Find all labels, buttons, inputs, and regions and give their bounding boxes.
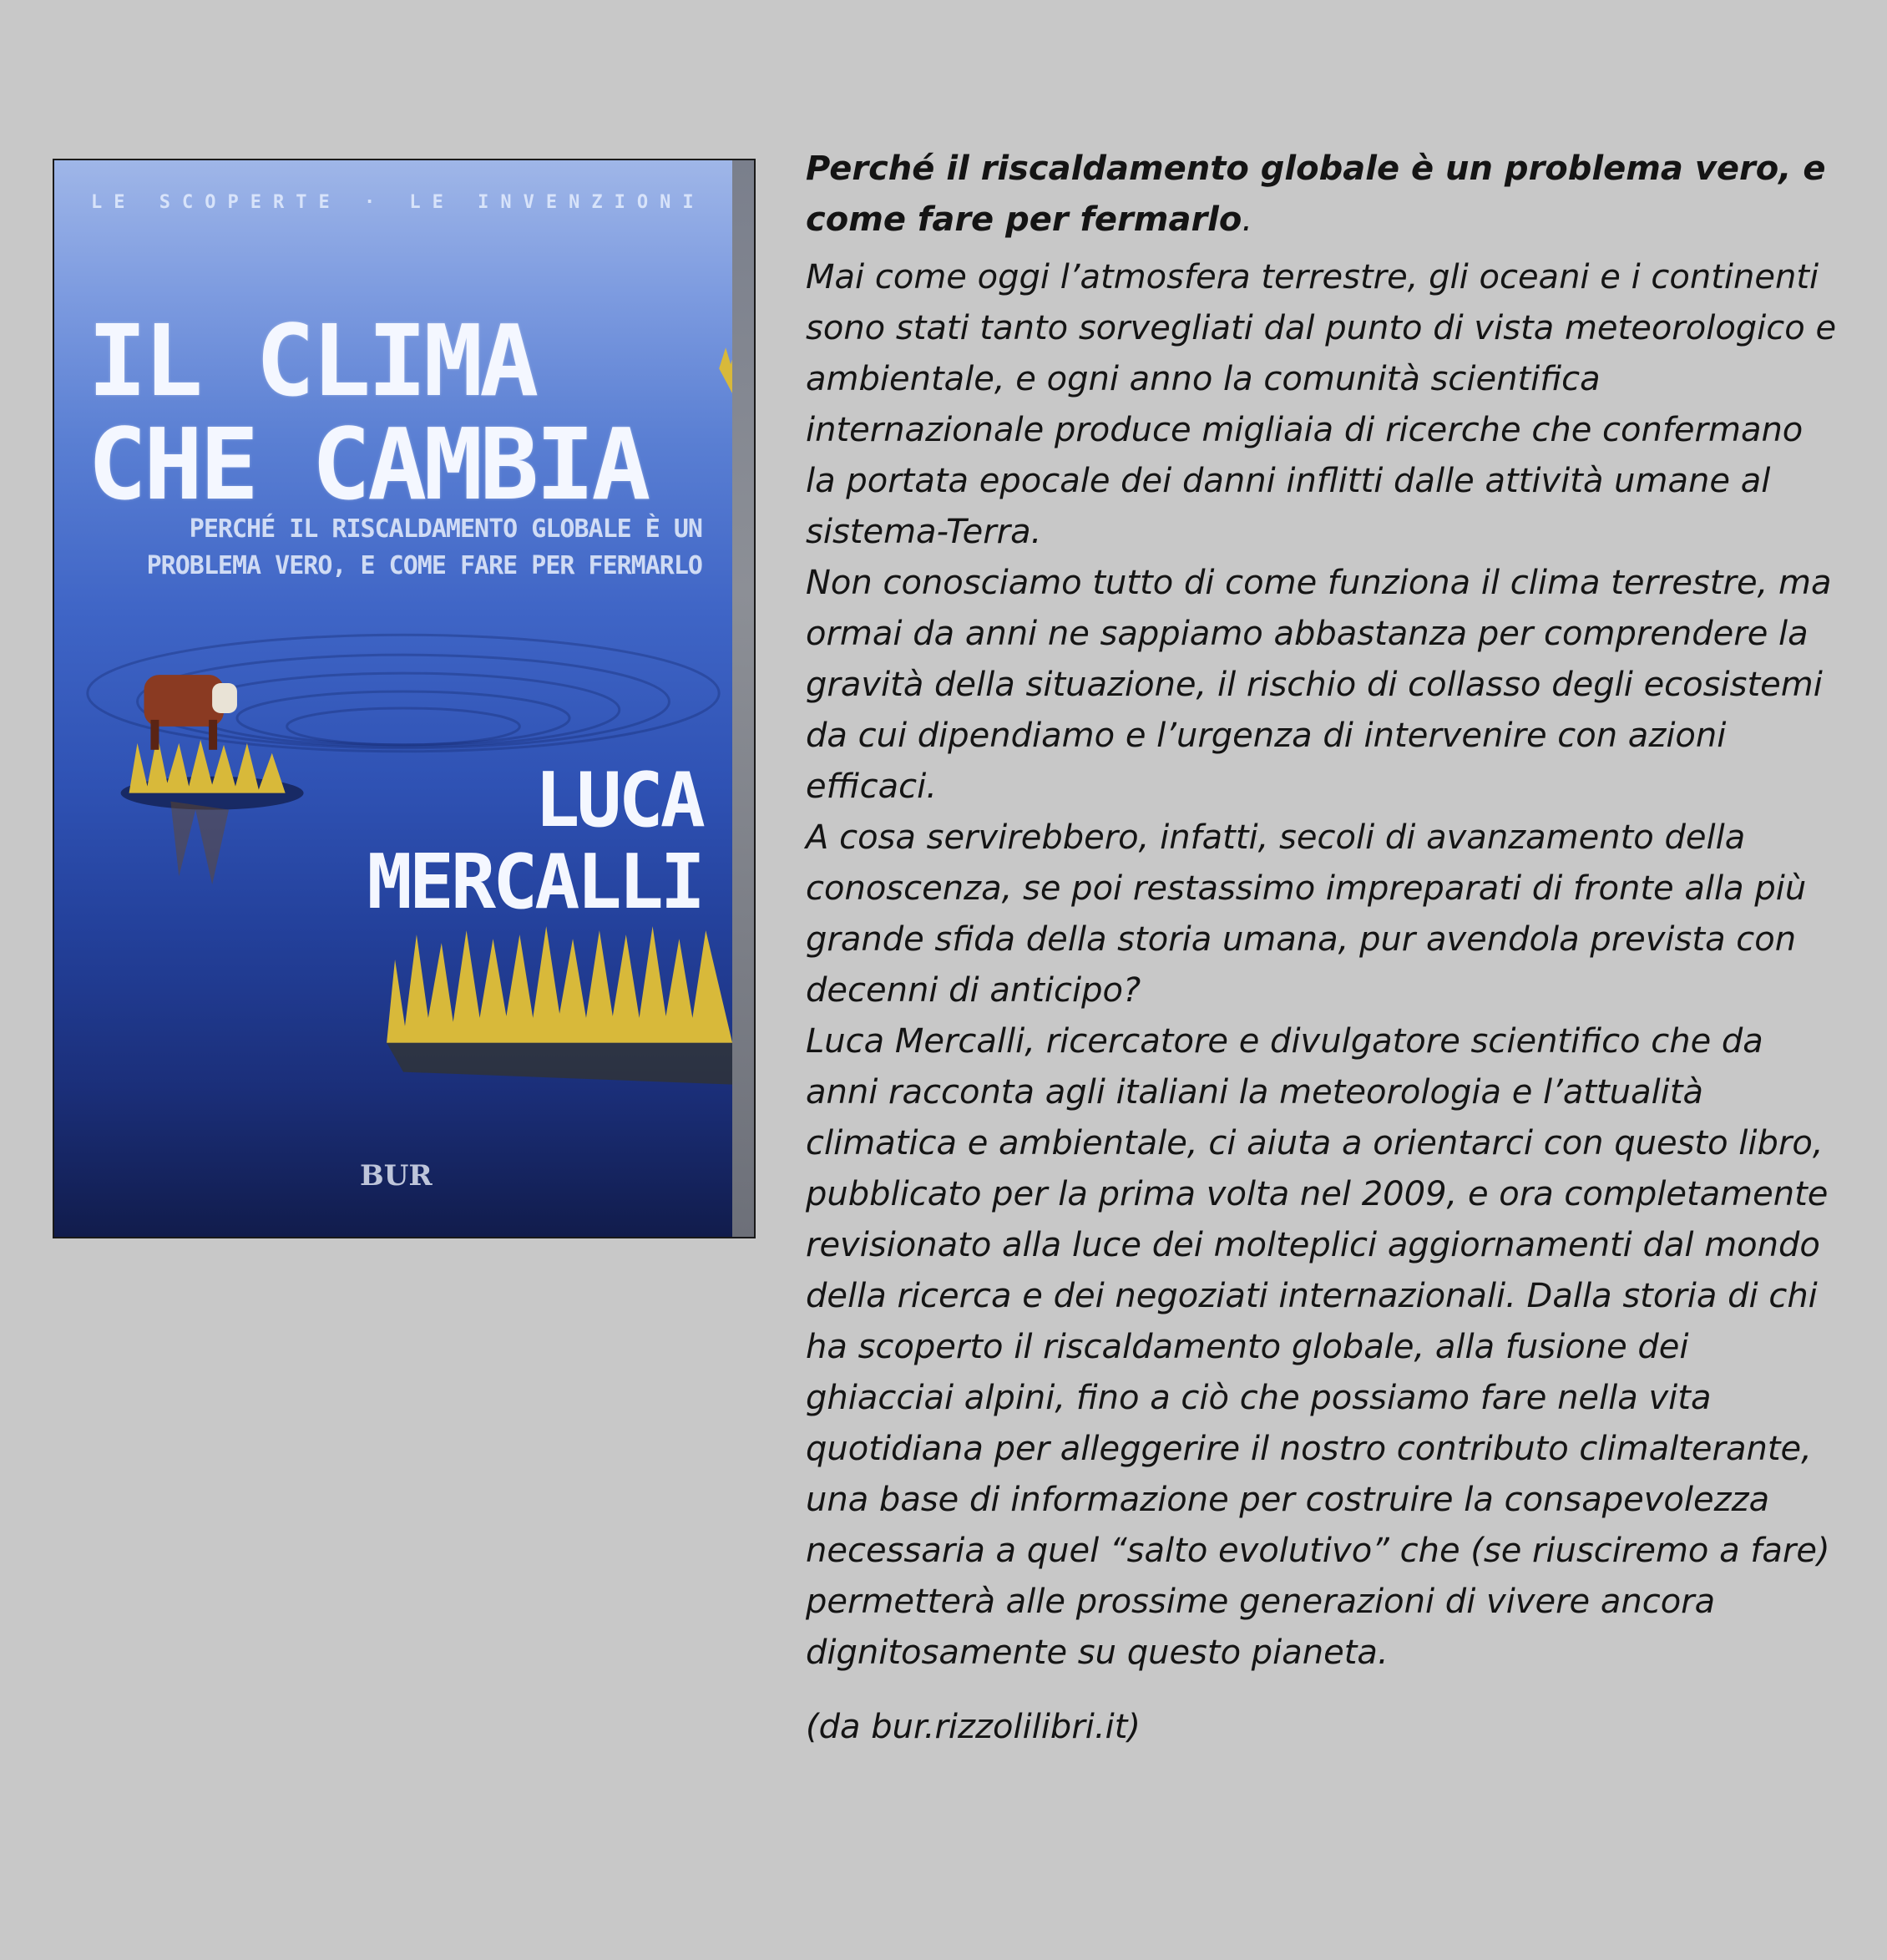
cover-title-line1: IL CLIMA bbox=[88, 303, 536, 418]
reed-bank bbox=[387, 926, 732, 1084]
description-paragraph-1: Mai come oggi l’atmosfera terrestre, gli oceani e i continenti sono stati tanto sorvegliati dal punto di vista meteorologico e ambientale, e ogni anno la comunità scientifica internazionale produce migliaia di ricerche che confermano la portata epocale dei danni inflitti dalle attività umane al sistema-Terra. bbox=[806, 258, 1837, 551]
description-headline bbox=[806, 144, 1841, 246]
cover-subtitle: PERCHÉ IL RISCALDAMENTO GLOBALE È UN PROBLEMA VERO, E COME FARE PER FERMARLO bbox=[146, 514, 702, 580]
cover-series-label: LE SCOPERTE · LE INVENZIONI bbox=[91, 192, 706, 213]
publisher-logo: BUR bbox=[360, 1159, 433, 1193]
cover-title bbox=[88, 303, 747, 522]
description-paragraph-2: Non conosciamo tutto di come funziona il clima terrestre, ma ormai da anni ne sappiamo abbastanza per comprendere la gravità della situazione, il rischio di collasso degli ecosistemi da cui dipendiamo e l’urgenza di intervenire con azioni efficaci. bbox=[806, 564, 1832, 806]
book-description bbox=[806, 144, 1841, 1753]
cover-author-first: LUCA bbox=[534, 757, 702, 844]
headline-period: . bbox=[1242, 200, 1253, 239]
cover-title-line2: CHE CAMBIA bbox=[88, 407, 648, 522]
cover-author-last: MERCALLI bbox=[367, 838, 702, 926]
description-paragraph-3: A cosa servirebbero, infatti, secoli di avanzamento della conoscenza, se poi restassimo impreparati di fronte alla più grande sfida della storia umana, pur avendola prevista con decenni di anticipo? bbox=[806, 818, 1807, 1010]
cover-author bbox=[201, 757, 702, 926]
description-paragraph-4: Luca Mercalli, ricercatore e divulgatore scientifico che da anni racconta agli italiani la meteorologia e l’attualità climatica e ambientale, ci aiuta a orientarci con questo libro, pubblicato per la prima volta nel 2009, e ora completamente revisionato alla luce dei molteplici aggiornamenti dal mondo della ricerca e dei negoziati internazionali. Dalla storia di chi ha scoperto il riscaldamento globale, alla fusione dei ghiacciai alpini, fino a ciò che possiamo fare nella vita quotidiana per alleggerire il nostro contributo climalterante, una base di informazione per costruire la consapevolezza necessaria a quel “salto evolutivo” che (se riusciremo a fare) permetterà alle prossime generazioni di vivere ancora dignitosamente su questo pianeta. bbox=[806, 1022, 1830, 1672]
headline-text: Perché il riscaldamento globale è un problema vero, e come fare per fermarlo bbox=[806, 149, 1826, 239]
source-credit: (da bur.rizzolilibri.it) bbox=[806, 1708, 1141, 1746]
book-cover bbox=[53, 159, 756, 1238]
